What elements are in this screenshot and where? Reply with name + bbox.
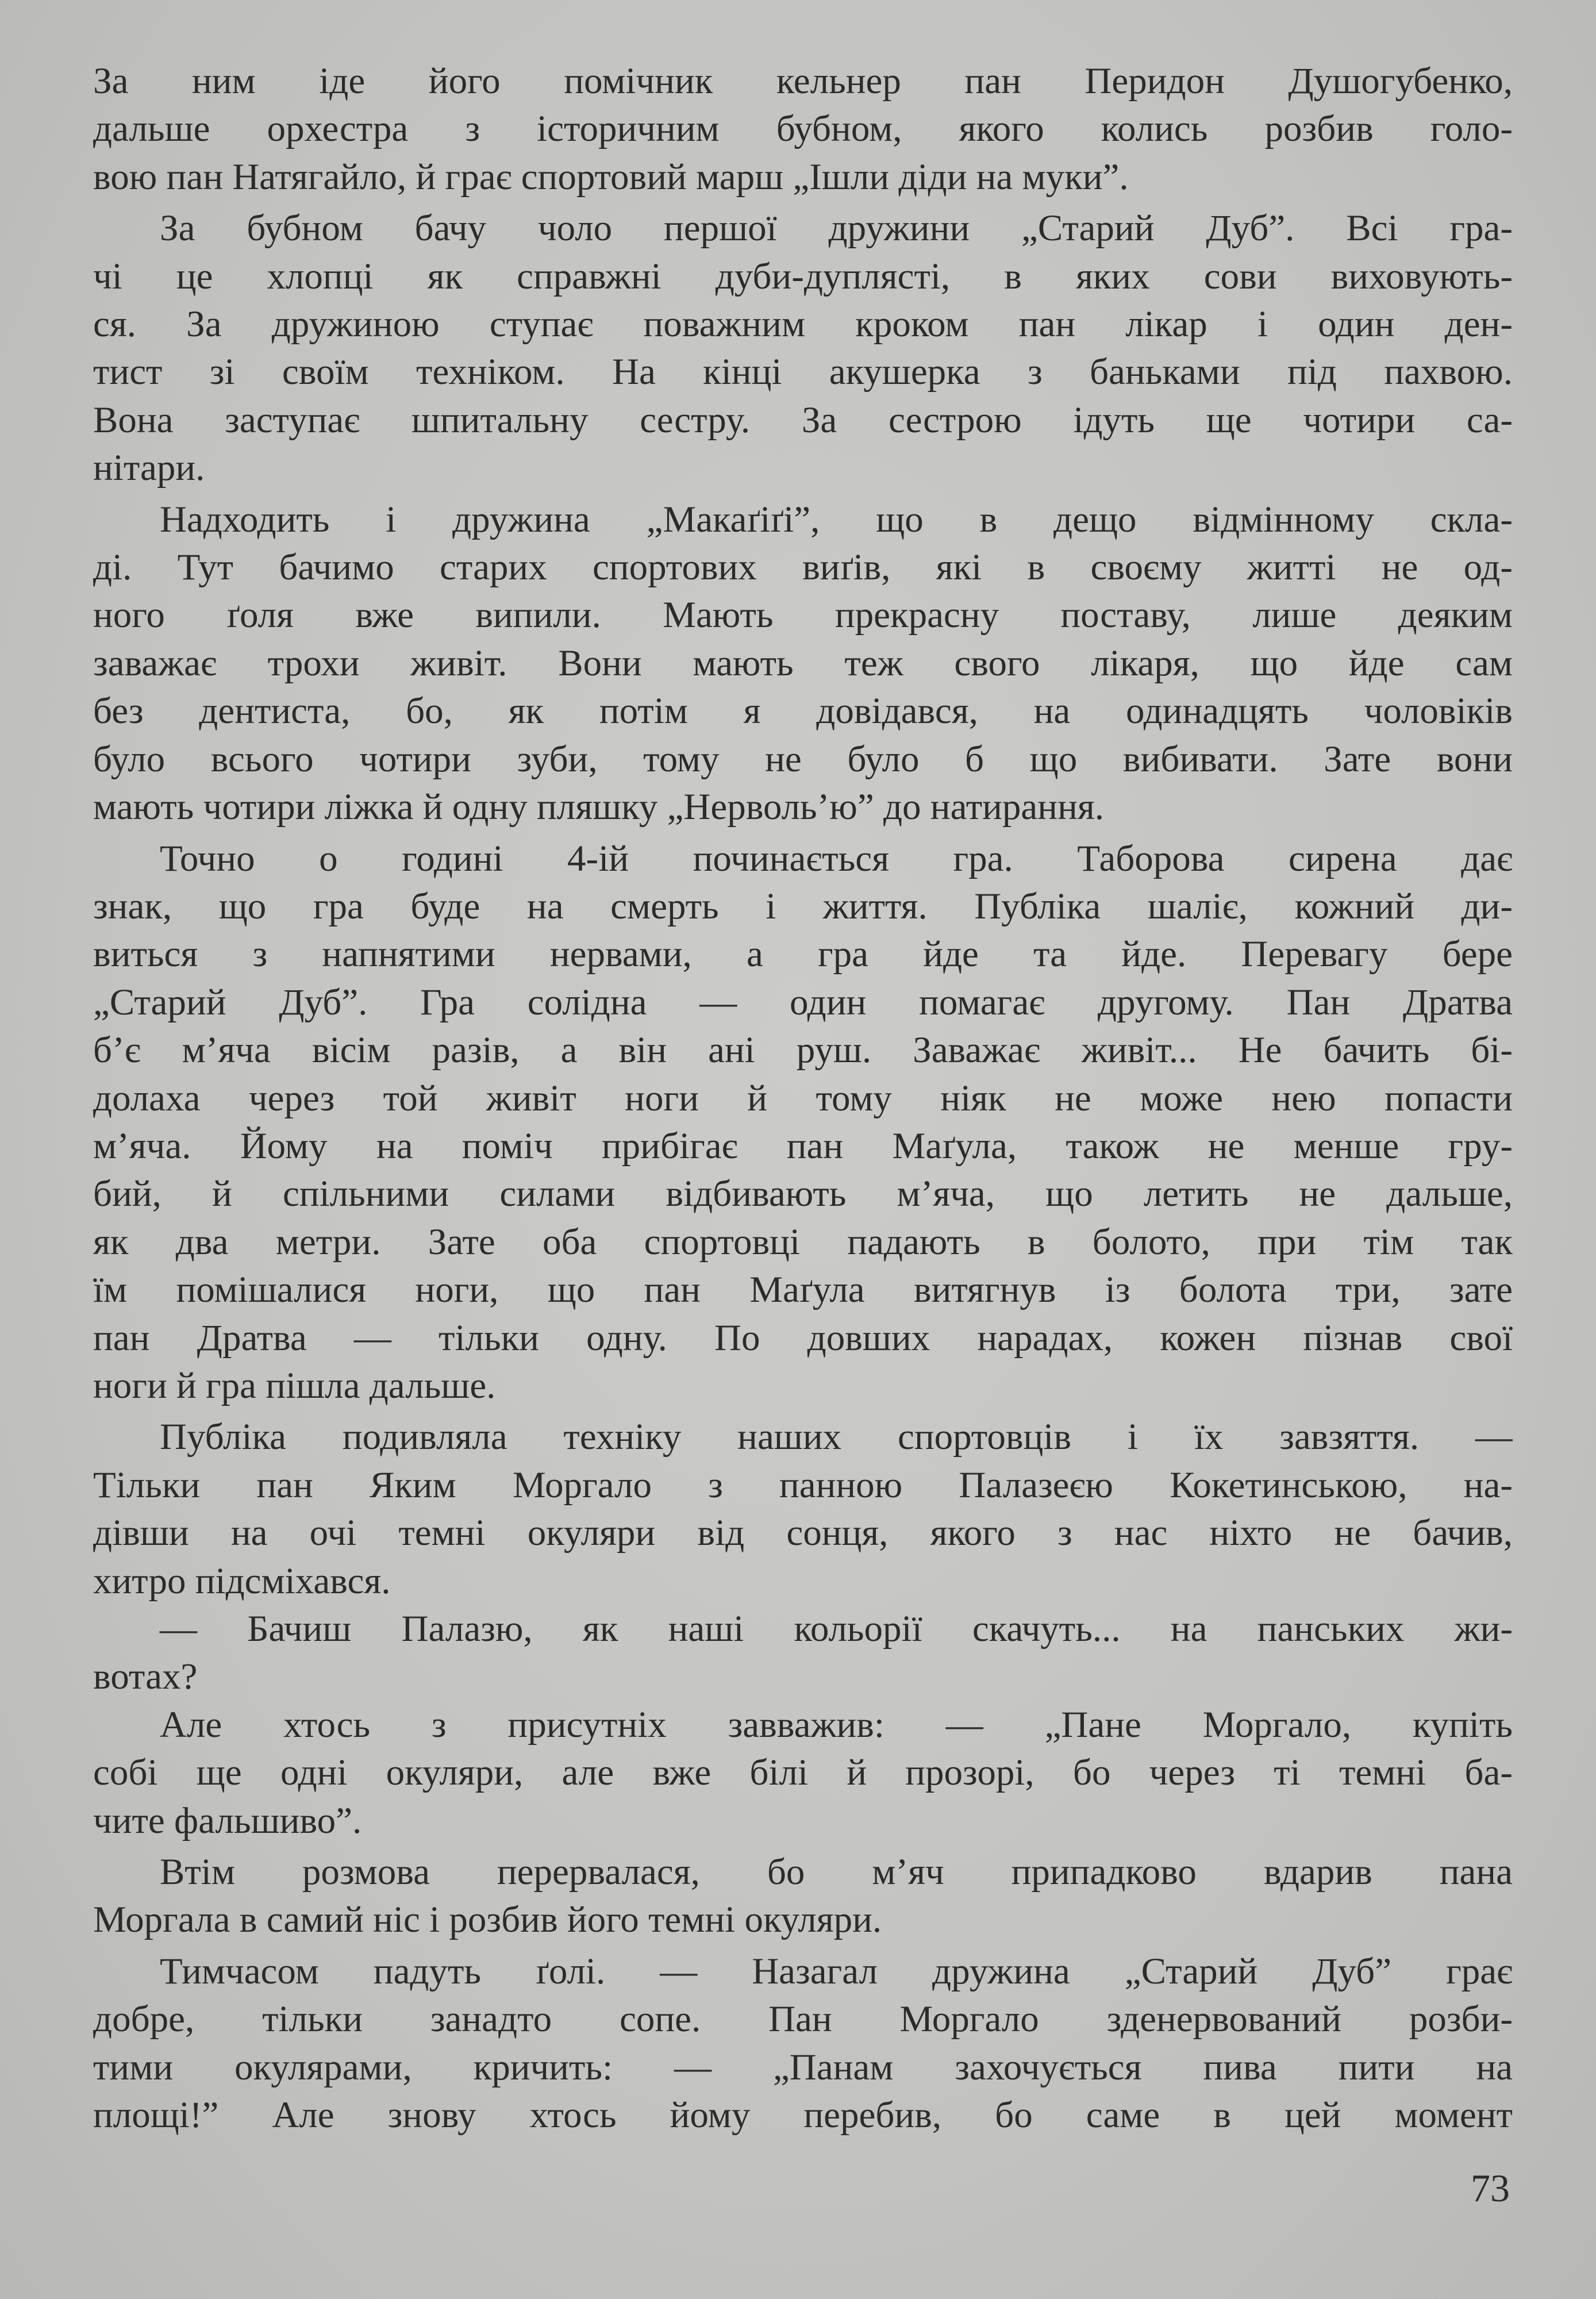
- text-line: собі ще одні окуляри, але вже білі й прозорі, бо через ті темні ба-: [93, 1752, 1513, 1794]
- text-line: бий, й спільними силами відбивають м’яча, що летить не дальше,: [93, 1173, 1513, 1215]
- text-line: — Бачиш Палазю, як наші кольорії скачуть... на панських жи-: [160, 1608, 1513, 1650]
- paragraph-8: [93, 1848, 1513, 1944]
- paragraph-6: [93, 1605, 1513, 1701]
- text-line: ноги й гра пішла дальше.: [93, 1364, 496, 1406]
- text-line: чите фальшиво”.: [93, 1800, 362, 1841]
- body-text: [93, 57, 1513, 2139]
- text-line: добре, тільки занадто сопе. Пан Моргало зденервований розби-: [93, 1998, 1513, 2040]
- page-number: 73: [1471, 2166, 1510, 2210]
- text-line: ді. Тут бачимо старих спортових виґів, які в своєму житті не од-: [93, 547, 1513, 589]
- text-line: пан Дратва — тільки одну. По довших нарадах, кожен пізнав свої: [93, 1317, 1513, 1359]
- text-line: мають чотири ліжка й одну пляшку „Нерволь’ю” до натирання.: [93, 786, 1104, 828]
- text-line: як два метри. Зате оба спортовці падають в болото, при тім так: [93, 1221, 1513, 1263]
- text-line: „Старий Дуб”. Гра солідна — один помагає другому. Пан Дратва: [93, 981, 1513, 1023]
- paragraph-5: [93, 1413, 1513, 1605]
- paragraph-4: [93, 835, 1513, 1410]
- paragraph-7: [93, 1701, 1513, 1845]
- text-line: знак, що гра буде на смерть і життя. Публіка шаліє, кожний ди-: [93, 885, 1513, 927]
- text-line: їм помішалися ноги, що пан Маґула витягнув із болота три, зате: [93, 1269, 1513, 1311]
- text-line: б’є м’яча вісім разів, а він ані руш. Заважає живіт... Не бачить бі-: [93, 1029, 1513, 1071]
- text-line: площі!” Але знову хтось йому перебив, бо саме в цей момент: [93, 2094, 1513, 2136]
- text-line: Тимчасом падуть ґолі. — Назагал дружина „Старий Дуб” грає: [160, 1950, 1513, 1992]
- text-line: тими окулярами, кричить: — „Панам захочується пива пити на: [93, 2046, 1513, 2088]
- text-line: тист зі своїм техніком. На кінці акушерка з баньками під пахвою.: [93, 351, 1513, 393]
- text-line: ного ґоля вже випили. Мають прекрасну поставу, лише деяким: [93, 594, 1513, 636]
- text-line: без дентиста, бо, як потім я довідався, на одинадцять чоловіків: [93, 690, 1513, 732]
- text-line: Тільки пан Яким Моргало з панною Палазеєю Кокетинською, на-: [93, 1464, 1513, 1506]
- text-line: Але хтось з присутніх завважив: — „Пане Моргало, купіть: [160, 1704, 1513, 1746]
- text-line: нітари.: [93, 447, 205, 489]
- text-line: Точно о годині 4-ій починається гра. Таборова сирена дає: [160, 837, 1513, 879]
- text-line: м’яча. Йому на поміч прибігає пан Маґула, також не менше гру-: [93, 1125, 1513, 1167]
- text-line: вою пан Натягайло, й грає спортовий марш „Ішли діди на муки”.: [93, 156, 1129, 198]
- text-line: вотах?: [93, 1656, 198, 1698]
- paragraph-9: [93, 1948, 1513, 2140]
- text-line: долаха через той живіт ноги й тому ніяк не може нею попасти: [93, 1077, 1513, 1119]
- text-line: було всього чотири зуби, тому не було б що вибивати. Зате вони: [93, 738, 1513, 780]
- text-line: чі це хлопці як справжні дуби-дуплясті, в яких сови виховують-: [93, 255, 1513, 297]
- text-line: Надходить і дружина „Макаґіґі”, що в дещо відмінному скла-: [160, 498, 1513, 540]
- text-line: За бубном бачу чоло першої дружини „Старий Дуб”. Всі гра-: [160, 207, 1513, 249]
- paragraph-3: [93, 496, 1513, 832]
- text-line: Вона заступає шпитальну сестру. За сестрою ідуть ще чотири са-: [93, 399, 1513, 441]
- text-line: ся. За дружиною ступає поважним кроком пан лікар і один ден-: [93, 303, 1513, 345]
- text-line: Публіка подивляла техніку наших спортовців і їх завзяття. —: [160, 1416, 1513, 1458]
- text-line: Моргала в самий ніс і розбив його темні окуляри.: [93, 1899, 882, 1941]
- text-line: виться з напнятими нервами, а гра йде та йде. Перевагу бере: [93, 933, 1513, 975]
- paragraph-2: [93, 205, 1513, 492]
- text-line: дальше орхестра з історичним бубном, якого колись розбив голо-: [93, 108, 1513, 150]
- text-line: За ним іде його помічник кельнер пан Перидон Душогубенко,: [93, 60, 1513, 102]
- text-line: Втім розмова перервалася, бо м’яч припадково вдарив пана: [160, 1851, 1513, 1893]
- text-line: дівши на очі темні окуляри від сонця, якого з нас ніхто не бачив,: [93, 1512, 1513, 1554]
- text-line: заважає трохи живіт. Вони мають теж свого лікаря, що йде сам: [93, 642, 1513, 684]
- text-line: хитро підсміхався.: [93, 1560, 391, 1602]
- paragraph-1: [93, 57, 1513, 201]
